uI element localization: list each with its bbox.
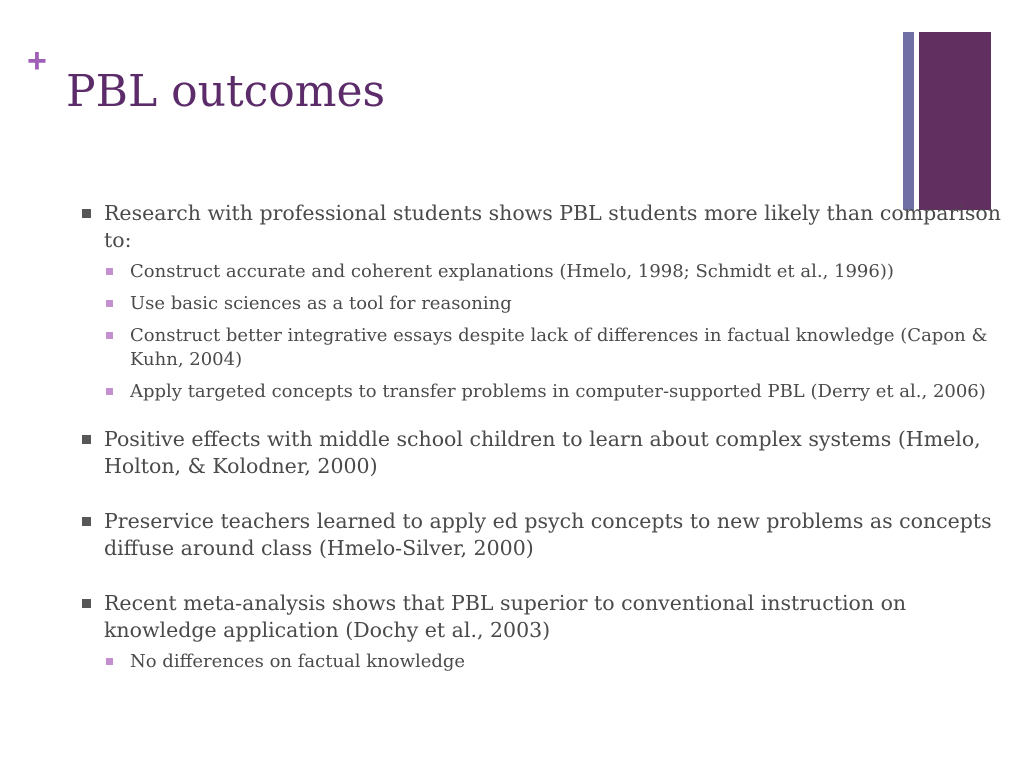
square-bullet-icon [82, 599, 91, 608]
sub-bullet-text: Construct better integrative essays despite lack of differences in factual knowledge (Capon & Kuhn, 2004) [130, 325, 988, 370]
sub-bullet-item [104, 650, 1005, 674]
bullet-text: Positive effects with middle school children to learn about complex systems (Hmelo, Holton, & Kolodner, 2000) [104, 427, 981, 478]
sub-bullet-text: Apply targeted concepts to transfer problems in computer-supported PBL (Derry et al., 2006) [130, 381, 986, 402]
sub-bullet-icon [106, 268, 113, 275]
square-bullet-icon [82, 435, 91, 444]
bullet-text: Preservice teachers learned to apply ed psych concepts to new problems as concepts diffuse around class (Hmelo-Silver, 2000) [104, 509, 992, 560]
bullet-item [80, 200, 1005, 404]
square-bullet-icon [82, 517, 91, 526]
sub-bullet-icon [106, 658, 113, 665]
sub-bullet-item [104, 380, 1005, 404]
sub-bullet-list [104, 260, 1005, 404]
square-bullet-icon [82, 209, 91, 218]
sub-bullet-item [104, 260, 1005, 284]
sub-bullet-item [104, 324, 1005, 372]
plus-icon: + [27, 42, 47, 80]
sub-bullet-text: No differences on factual knowledge [130, 651, 466, 672]
bullet-list [80, 200, 1005, 682]
sub-bullet-icon [106, 388, 113, 395]
slide-title: PBL outcomes [66, 66, 386, 117]
bullet-item [80, 426, 1005, 480]
sub-bullet-icon [106, 332, 113, 339]
decorative-bar-purple [919, 32, 991, 210]
bullet-text: Research with professional students shows PBL students more likely than comparison to: [104, 201, 1001, 252]
bullet-text: Recent meta-analysis shows that PBL superior to conventional instruction on knowledge application (Dochy et al., 2003) [104, 591, 907, 642]
sub-bullet-text: Use basic sciences as a tool for reasoning [130, 293, 512, 314]
sub-bullet-text: Construct accurate and coherent explanations (Hmelo, 1998; Schmidt et al., 1996)) [130, 261, 894, 282]
bullet-item [80, 590, 1005, 674]
decorative-bar-blue [903, 32, 914, 210]
sub-bullet-icon [106, 300, 113, 307]
sub-bullet-item [104, 292, 1005, 316]
sub-bullet-list [104, 650, 1005, 674]
bullet-item [80, 508, 1005, 562]
